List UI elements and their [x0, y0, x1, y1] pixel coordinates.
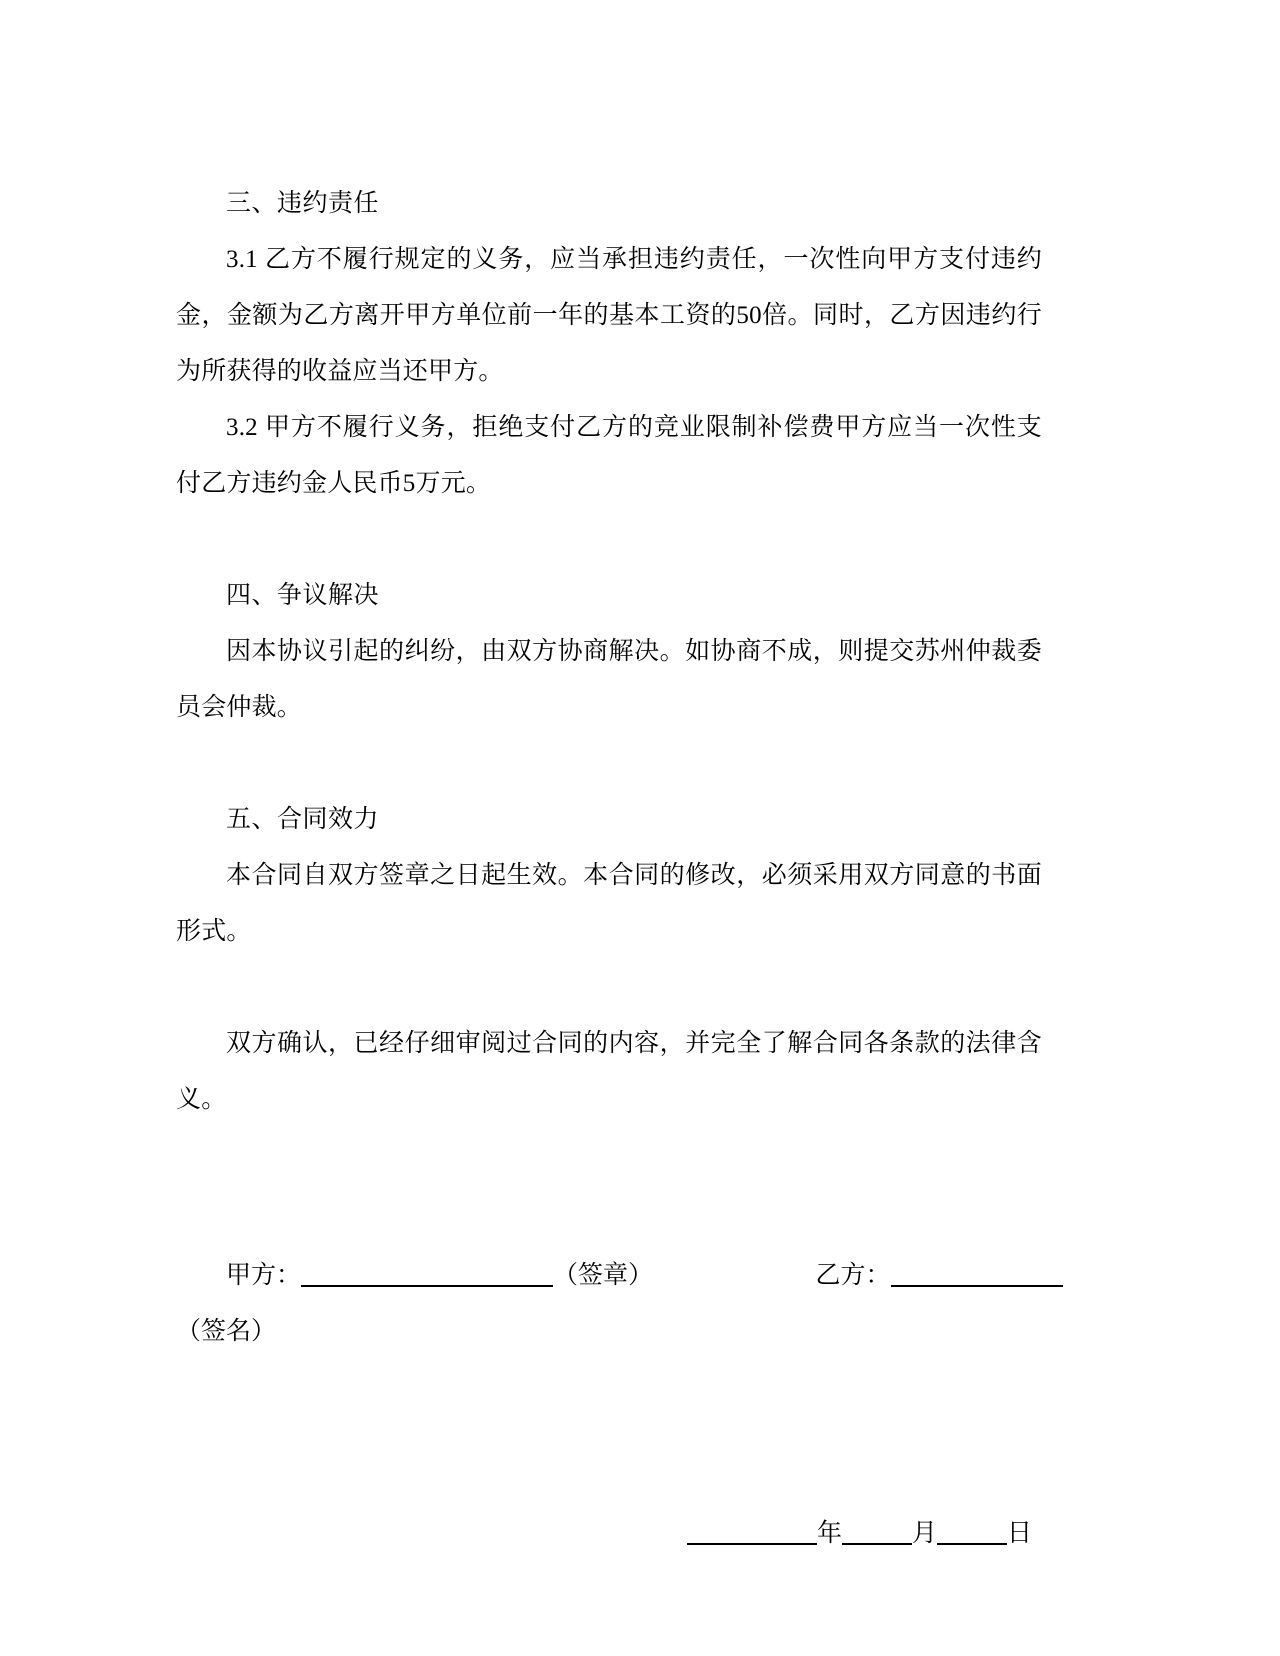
party-b-label: 乙方： — [815, 1262, 891, 1289]
date-spacer-extra — [176, 1480, 1042, 1506]
date-line — [176, 1506, 1042, 1562]
date-spacer — [176, 1360, 1042, 1480]
validity-body: 本合同自双方签章之日起生效。本合同的修改，必须采用双方同意的书面形式。 — [176, 862, 1042, 945]
clause-3-2: 3.2 甲方不履行义务，拒绝支付乙方的竞业限制补偿费甲方应当一次性支付乙方违约金人民币5万元。 — [176, 414, 1042, 497]
date-month-label: 月 — [911, 1520, 937, 1547]
party-b-signature-group — [816, 1248, 1063, 1304]
document-content — [176, 176, 1042, 1562]
clause-3-1: 3.1 乙方不履行规定的义务，应当承担违约责任，一次性向甲方支付违约金，金额为乙方离开甲方单位前一年的基本工资的50倍。同时，乙方因违约行为所获得的收益应当还甲方。 — [176, 246, 1042, 385]
date-year-input-line[interactable] — [687, 1543, 817, 1545]
party-a-label: 甲方： — [226, 1262, 302, 1289]
date-year-label: 年 — [816, 1520, 842, 1547]
date-day-input-line[interactable] — [937, 1543, 1007, 1545]
party-a-signature-group — [226, 1248, 653, 1304]
section-heading-dispute: 四、争议解决 — [226, 582, 380, 609]
signature-spacer — [176, 1128, 1042, 1248]
dispute-body: 因本协议引起的纠纷，由双方协商解决。如协商不成，则提交苏州仲裁委员会仲裁。 — [176, 638, 1042, 721]
section-heading-breach: 三、违约责任 — [226, 190, 380, 217]
party-b-note: （签名） — [176, 1318, 277, 1345]
date-month-input-line[interactable] — [842, 1543, 912, 1545]
date-day-label: 日 — [1006, 1520, 1032, 1547]
section-spacer — [176, 736, 1042, 792]
signature-row — [176, 1248, 1042, 1304]
section-spacer — [176, 960, 1042, 1016]
party-b-signature-line[interactable] — [891, 1285, 1063, 1287]
party-a-signature-line[interactable] — [301, 1285, 553, 1287]
section-spacer — [176, 512, 1042, 568]
section-heading-validity: 五、合同效力 — [226, 806, 380, 833]
confirmation-paragraph: 双方确认，已经仔细审阅过合同的内容，并完全了解合同各条款的法律含义。 — [176, 1030, 1042, 1113]
party-a-note: （签章） — [553, 1262, 654, 1289]
